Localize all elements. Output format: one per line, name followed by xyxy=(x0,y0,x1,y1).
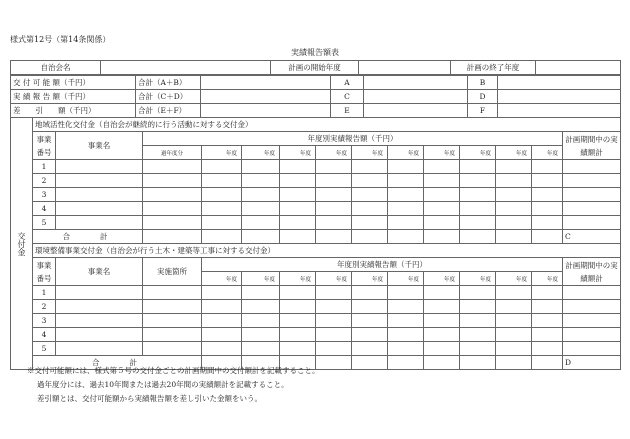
table-cell[interactable] xyxy=(388,216,424,230)
summary-total-label: 合計（E＋F） xyxy=(136,104,201,118)
sum-cell[interactable] xyxy=(388,230,424,244)
sum-cell[interactable] xyxy=(388,356,424,370)
table-cell[interactable] xyxy=(563,342,621,356)
table-row xyxy=(11,188,621,202)
table-cell[interactable] xyxy=(242,300,280,314)
table-cell[interactable] xyxy=(280,314,316,328)
association-name-label: 自治会名 xyxy=(11,61,101,75)
table-cell[interactable] xyxy=(563,188,621,202)
table-cell[interactable] xyxy=(56,174,143,188)
table-cell[interactable] xyxy=(496,328,532,342)
table-cell[interactable] xyxy=(424,202,460,216)
table-cell[interactable] xyxy=(352,314,388,328)
year-column-header: 年度 xyxy=(242,272,280,286)
table-row xyxy=(11,328,621,342)
table-cell[interactable] xyxy=(563,300,621,314)
table-cell[interactable] xyxy=(56,216,143,230)
table-cell[interactable] xyxy=(280,160,316,174)
table-cell[interactable] xyxy=(460,216,496,230)
summary-row xyxy=(11,104,621,118)
row-number: 1 xyxy=(33,160,56,174)
year-column-header: 年度 xyxy=(242,146,280,160)
table-cell[interactable] xyxy=(143,188,202,202)
table-cell[interactable] xyxy=(143,342,202,356)
sum-cell[interactable] xyxy=(532,356,563,370)
table-row xyxy=(11,300,621,314)
table-cell[interactable] xyxy=(316,188,352,202)
table-cell[interactable] xyxy=(316,174,352,188)
section1-sum-letter: C xyxy=(563,230,621,244)
table-cell[interactable] xyxy=(352,328,388,342)
section1-sum-row xyxy=(11,230,621,244)
summary-field[interactable] xyxy=(364,104,468,118)
section1-title: 地域活性化交付金（自治会が継続的に行う活動に対する交付金） xyxy=(33,118,621,132)
table-cell[interactable] xyxy=(388,160,424,174)
table-cell[interactable] xyxy=(56,286,143,300)
table-cell[interactable] xyxy=(496,160,532,174)
table-cell[interactable] xyxy=(280,342,316,356)
table-cell[interactable] xyxy=(496,202,532,216)
table-cell[interactable] xyxy=(532,188,563,202)
form-number: 様式第12号（第14条関係） xyxy=(10,35,111,44)
summary-total-label: 合計（A＋B） xyxy=(136,76,201,90)
table-cell[interactable] xyxy=(56,202,143,216)
section2-place-header: 実施箇所 xyxy=(143,258,202,286)
table-cell[interactable] xyxy=(563,286,621,300)
table-cell[interactable] xyxy=(242,202,280,216)
table-cell[interactable] xyxy=(56,328,143,342)
section1-total-header: 計画期間中の実績額計 xyxy=(563,132,621,160)
summary-total-label: 合計（C＋D） xyxy=(136,90,201,104)
table-cell[interactable] xyxy=(424,286,460,300)
table-cell[interactable] xyxy=(316,328,352,342)
table-cell[interactable] xyxy=(352,286,388,300)
table-cell[interactable] xyxy=(56,300,143,314)
sum-cell[interactable] xyxy=(143,230,202,244)
table-cell[interactable] xyxy=(424,328,460,342)
table-cell[interactable] xyxy=(202,300,242,314)
table-cell[interactable] xyxy=(280,216,316,230)
year-column-header: 年度 xyxy=(388,272,424,286)
notes xyxy=(27,364,320,406)
section1-yearly-header: 年度別実績報告額（千円） xyxy=(143,132,563,146)
table-cell[interactable] xyxy=(56,188,143,202)
year-column-header: 年度 xyxy=(202,146,242,160)
table-cell[interactable] xyxy=(532,286,563,300)
summary-label: 実 績 報 告 額（千円） xyxy=(11,90,136,104)
table-cell[interactable] xyxy=(532,314,563,328)
year-column-header: 年度 xyxy=(496,272,532,286)
table-cell[interactable] xyxy=(388,202,424,216)
summary-total-field[interactable] xyxy=(201,104,331,118)
table-cell[interactable] xyxy=(460,160,496,174)
table-cell[interactable] xyxy=(563,160,621,174)
summary-total-field[interactable] xyxy=(201,90,331,104)
row-number: 3 xyxy=(33,314,56,328)
summary-letter: C xyxy=(331,90,364,104)
table-cell[interactable] xyxy=(388,300,424,314)
table-row xyxy=(11,216,621,230)
year-column-header: 年度 xyxy=(316,272,352,286)
section2-sum-letter: D xyxy=(563,356,621,370)
row-number: 5 xyxy=(33,342,56,356)
plan-end-field[interactable] xyxy=(536,61,621,75)
table-cell[interactable] xyxy=(532,216,563,230)
summary-row xyxy=(11,90,621,104)
table-cell[interactable] xyxy=(424,160,460,174)
table-cell[interactable] xyxy=(424,342,460,356)
table-cell[interactable] xyxy=(424,188,460,202)
table-cell[interactable] xyxy=(352,202,388,216)
table-cell[interactable] xyxy=(388,314,424,328)
table-cell[interactable] xyxy=(532,160,563,174)
section2-title: 環境整備事業交付金（自治会が行う土木・建築等工事に対する交付金） xyxy=(33,244,621,258)
sum-cell[interactable] xyxy=(496,356,532,370)
table-cell[interactable] xyxy=(388,286,424,300)
note-1: ※交付可能額には、様式第５号の交付金ごとの計画期間中の交付額計を記載すること。 xyxy=(27,366,320,375)
table-cell[interactable] xyxy=(496,286,532,300)
row-number: 1 xyxy=(33,286,56,300)
table-cell[interactable] xyxy=(496,216,532,230)
table-cell[interactable] xyxy=(352,342,388,356)
sum-cell[interactable] xyxy=(352,230,388,244)
summary-field[interactable] xyxy=(364,90,468,104)
table-cell[interactable] xyxy=(460,202,496,216)
table-cell[interactable] xyxy=(202,160,242,174)
row-number: 3 xyxy=(33,188,56,202)
table-cell[interactable] xyxy=(143,314,202,328)
table-cell[interactable] xyxy=(280,188,316,202)
table-cell[interactable] xyxy=(460,188,496,202)
table-cell[interactable] xyxy=(316,314,352,328)
table-cell[interactable] xyxy=(202,202,242,216)
table-cell[interactable] xyxy=(563,174,621,188)
table-cell[interactable] xyxy=(388,188,424,202)
table-cell[interactable] xyxy=(496,342,532,356)
table-cell[interactable] xyxy=(460,286,496,300)
table-row xyxy=(11,286,621,300)
year-column-header: 年度 xyxy=(460,272,496,286)
year-column-header: 年度 xyxy=(388,146,424,160)
summary-letter: E xyxy=(331,104,364,118)
section1-no-header: 事業番号 xyxy=(33,132,56,160)
section2-sum-label: 合 計 xyxy=(33,356,202,370)
table-cell[interactable] xyxy=(563,216,621,230)
table-cell[interactable] xyxy=(143,328,202,342)
table-cell[interactable] xyxy=(316,342,352,356)
table-cell[interactable] xyxy=(532,328,563,342)
sum-cell[interactable] xyxy=(460,230,496,244)
summary-field[interactable] xyxy=(498,76,621,90)
table-cell[interactable] xyxy=(563,314,621,328)
table-cell[interactable] xyxy=(242,160,280,174)
year-column-header: 年度 xyxy=(352,272,388,286)
table-cell[interactable] xyxy=(316,300,352,314)
sum-cell[interactable] xyxy=(316,230,352,244)
table-cell[interactable] xyxy=(280,174,316,188)
note-3: 差引額とは、交付可能額から実績報告額を差し引いた金額をいう。 xyxy=(37,394,262,403)
table-cell[interactable] xyxy=(316,202,352,216)
summary-field[interactable] xyxy=(498,104,621,118)
table-cell[interactable] xyxy=(143,160,202,174)
table-cell[interactable] xyxy=(202,174,242,188)
table-cell[interactable] xyxy=(532,300,563,314)
section2-no-header: 事業番号 xyxy=(33,258,56,286)
section2-total-header: 計画期間中の実績額計 xyxy=(563,258,621,286)
association-name-field[interactable] xyxy=(101,61,271,75)
table-cell[interactable] xyxy=(316,160,352,174)
sum-cell[interactable] xyxy=(280,230,316,244)
table-cell[interactable] xyxy=(424,174,460,188)
year-column-header: 年度 xyxy=(424,146,460,160)
table-cell[interactable] xyxy=(316,216,352,230)
header-table xyxy=(10,60,621,75)
year-column-header: 年度 xyxy=(496,146,532,160)
table-cell[interactable] xyxy=(280,286,316,300)
table-cell[interactable] xyxy=(496,188,532,202)
plan-end-label: 計画の終了年度 xyxy=(451,61,536,75)
section2-yearly-header: 年度別実績報告額（千円） xyxy=(202,258,563,272)
table-cell[interactable] xyxy=(56,314,143,328)
table-cell[interactable] xyxy=(143,202,202,216)
table-cell[interactable] xyxy=(352,216,388,230)
summary-row xyxy=(11,76,621,90)
summary-table xyxy=(10,75,621,118)
sum-cell[interactable] xyxy=(424,356,460,370)
row-number: 5 xyxy=(33,216,56,230)
sum-cell[interactable] xyxy=(532,230,563,244)
past-years-header: 過年度分 xyxy=(143,146,202,160)
table-cell[interactable] xyxy=(532,202,563,216)
table-cell[interactable] xyxy=(143,300,202,314)
table-cell[interactable] xyxy=(242,188,280,202)
summary-label: 交 付 可 能 額（千円） xyxy=(11,76,136,90)
sum-cell[interactable] xyxy=(496,230,532,244)
side-label: 交付金 xyxy=(11,118,33,370)
summary-letter: A xyxy=(331,76,364,90)
table-cell[interactable] xyxy=(202,216,242,230)
table-row xyxy=(11,160,621,174)
table-row xyxy=(11,174,621,188)
table-cell[interactable] xyxy=(460,174,496,188)
table-cell[interactable] xyxy=(143,216,202,230)
summary-letter: D xyxy=(468,90,498,104)
sum-cell[interactable] xyxy=(242,230,280,244)
year-column-header: 年度 xyxy=(316,146,352,160)
note-2: 過年度分には、過去10年間または過去20年間の実績額計を記載すること。 xyxy=(37,380,289,389)
plan-start-label: 計画の開始年度 xyxy=(271,61,359,75)
table-cell[interactable] xyxy=(280,328,316,342)
table-cell[interactable] xyxy=(202,342,242,356)
row-number: 4 xyxy=(33,202,56,216)
summary-field[interactable] xyxy=(498,90,621,104)
table-cell[interactable] xyxy=(388,174,424,188)
table-cell[interactable] xyxy=(143,286,202,300)
row-number: 2 xyxy=(33,174,56,188)
table-cell[interactable] xyxy=(532,174,563,188)
year-column-header: 年度 xyxy=(280,272,316,286)
table-cell[interactable] xyxy=(202,286,242,300)
table-cell[interactable] xyxy=(242,174,280,188)
year-column-header: 年度 xyxy=(460,146,496,160)
table-cell[interactable] xyxy=(143,174,202,188)
table-row xyxy=(11,342,621,356)
table-cell[interactable] xyxy=(202,328,242,342)
sum-cell[interactable] xyxy=(460,356,496,370)
table-cell[interactable] xyxy=(242,342,280,356)
table-cell[interactable] xyxy=(202,314,242,328)
plan-start-field[interactable] xyxy=(359,61,451,75)
table-cell[interactable] xyxy=(388,328,424,342)
sum-cell[interactable] xyxy=(316,356,352,370)
table-cell[interactable] xyxy=(56,160,143,174)
table-cell[interactable] xyxy=(242,328,280,342)
row-number: 2 xyxy=(33,300,56,314)
sum-cell[interactable] xyxy=(202,230,242,244)
section2-name-header: 事業名 xyxy=(56,258,143,286)
sum-cell[interactable] xyxy=(424,230,460,244)
table-cell[interactable] xyxy=(563,202,621,216)
table-cell[interactable] xyxy=(202,188,242,202)
table-cell[interactable] xyxy=(56,342,143,356)
table-cell[interactable] xyxy=(242,314,280,328)
table-cell[interactable] xyxy=(496,300,532,314)
table-cell[interactable] xyxy=(280,300,316,314)
table-cell[interactable] xyxy=(460,314,496,328)
sum-cell[interactable] xyxy=(352,356,388,370)
table-cell[interactable] xyxy=(424,314,460,328)
summary-label: 差 引 額（千円） xyxy=(11,104,136,118)
summary-total-field[interactable] xyxy=(201,76,331,90)
table-cell[interactable] xyxy=(496,174,532,188)
summary-letter: B xyxy=(468,76,498,90)
table-cell[interactable] xyxy=(532,342,563,356)
table-cell[interactable] xyxy=(242,286,280,300)
year-column-header: 年度 xyxy=(532,272,563,286)
table-cell[interactable] xyxy=(388,342,424,356)
table-cell[interactable] xyxy=(460,300,496,314)
year-column-header: 年度 xyxy=(352,146,388,160)
summary-letter: F xyxy=(468,104,498,118)
table-cell[interactable] xyxy=(352,300,388,314)
table-cell[interactable] xyxy=(424,300,460,314)
table-cell[interactable] xyxy=(352,188,388,202)
summary-field[interactable] xyxy=(364,76,468,90)
table-row xyxy=(11,202,621,216)
year-column-header: 年度 xyxy=(202,272,242,286)
table-row xyxy=(11,314,621,328)
table-cell[interactable] xyxy=(460,342,496,356)
section1-name-header: 事業名 xyxy=(56,132,143,160)
grant-table xyxy=(10,117,621,370)
year-column-header: 年度 xyxy=(532,146,563,160)
section1-sum-label: 合 計 xyxy=(33,230,143,244)
form-title: 実績報告額表 xyxy=(291,48,339,57)
table-cell[interactable] xyxy=(352,174,388,188)
table-cell[interactable] xyxy=(316,286,352,300)
year-column-header: 年度 xyxy=(280,146,316,160)
table-cell[interactable] xyxy=(280,202,316,216)
table-cell[interactable] xyxy=(424,216,460,230)
table-cell[interactable] xyxy=(352,160,388,174)
table-cell[interactable] xyxy=(563,328,621,342)
table-cell[interactable] xyxy=(496,314,532,328)
table-cell[interactable] xyxy=(242,216,280,230)
table-cell[interactable] xyxy=(460,328,496,342)
year-column-header: 年度 xyxy=(424,272,460,286)
row-number: 4 xyxy=(33,328,56,342)
